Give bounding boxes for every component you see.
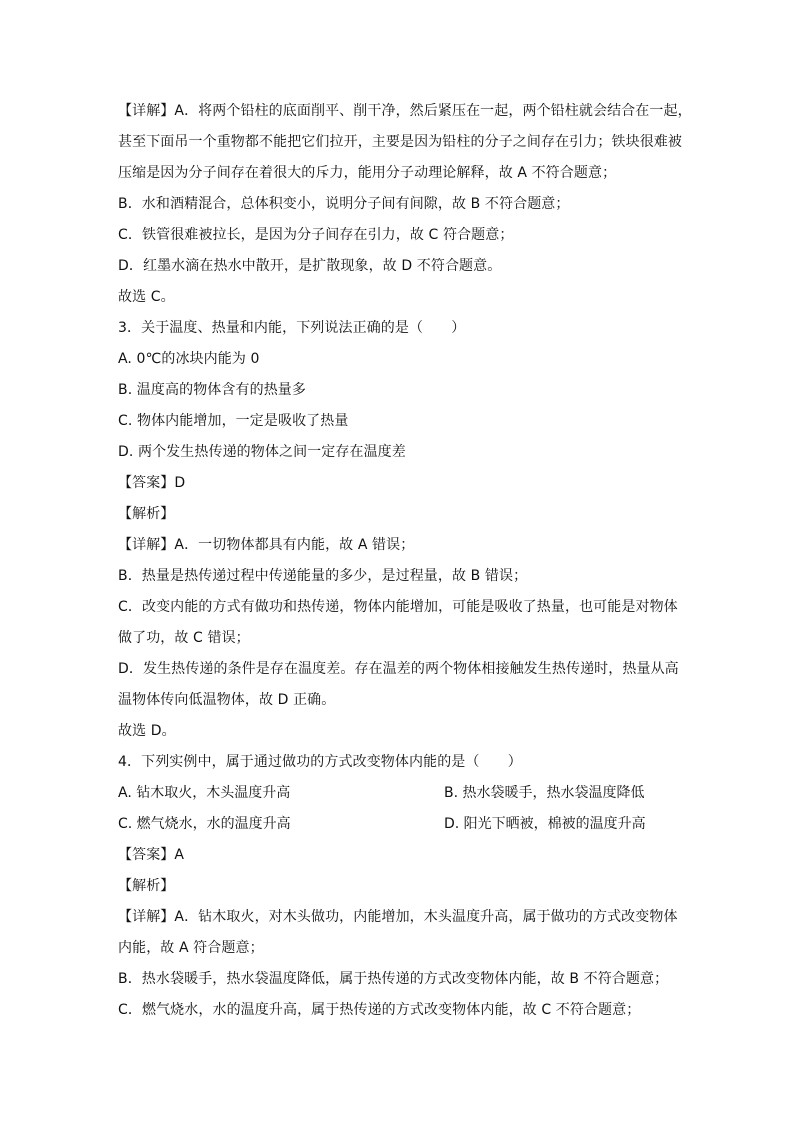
text-line: 内能，故 A 符合题意； [118, 940, 264, 956]
question-3-option-b: B. 温度高的物体含有的热量多 [118, 382, 307, 398]
text-line: 甚至下面吊一个重物都不能把它们拉开，主要是因为铅柱的分子之间存在引力；铁块很难被 [118, 134, 682, 150]
explanation-q4-b: B．热水袋暖手，热水袋温度降低，属于热传递的方式改变物体内能，故 B 不符合题意； [118, 971, 669, 987]
explanation-q2-b: B．水和酒精混合，总体积变小，说明分子间有间隙，故 B 不符合题意； [118, 196, 570, 212]
question-4-answer: 【答案】A [118, 847, 185, 863]
explanation-q3-a: 【详解】A．一切物体都具有内能，故 A 错误； [118, 537, 415, 553]
conclusion-q3: 故选 D。 [118, 723, 176, 739]
text-line: 【详解】A．钻木取火，对木头做功，内能增加，木头温度升高，属于做功的方式改变物体 [118, 909, 678, 925]
explanation-q3-c [118, 592, 678, 654]
conclusion-q2: 故选 C。 [118, 289, 175, 305]
explanation-q4-c: C．燃气烧水，水的温度升高，属于热传递的方式改变物体内能，故 C 不符合题意； [118, 1002, 641, 1018]
text-line: D．发生热传递的条件是存在温度差。存在温差的两个物体相接触发生热传递时，热量从高 [118, 661, 679, 677]
question-3-analysis-label: 【解析】 [118, 506, 175, 522]
text-line: 【详解】A．将两个铅柱的底面削平、削干净，然后紧压在一起，两个铅柱就会结合在一起， [118, 103, 692, 119]
explanation-q2-c: C．铁管很难被拉长，是因为分子间存在引力，故 C 符合题意； [118, 227, 514, 243]
document-page [118, 96, 692, 1026]
text-line: 做了功，故 C 错误； [118, 630, 250, 646]
question-4-options-row-2 [118, 809, 678, 840]
question-4-option-b: B. 热水袋暖手，热水袋温度降低 [444, 785, 645, 801]
explanation-q3-b: B．热量是热传递过程中传递能量的多少，是过程量，故 B 错误； [118, 568, 528, 584]
question-3-stem: 3．关于温度、热量和内能，下列说法正确的是（ ） [118, 320, 466, 336]
explanation-q4-a [118, 902, 678, 964]
question-3-option-d: D. 两个发生热传递的物体之间一定存在温度差 [118, 444, 406, 460]
text-line: 温物体传向低温物体，故 D 正确。 [118, 692, 336, 708]
question-3-option-a: A. 0℃的冰块内能为 0 [118, 351, 260, 367]
question-4-options-row-1 [118, 778, 678, 809]
explanation-q3-d [118, 654, 678, 716]
question-3-option-c: C. 物体内能增加，一定是吸收了热量 [118, 413, 349, 429]
question-4-analysis-label: 【解析】 [118, 878, 175, 894]
question-4-option-a: A. 钻木取火，木头温度升高 [118, 785, 291, 801]
question-3-answer: 【答案】D [118, 475, 186, 491]
explanation-q2-a [118, 96, 692, 189]
question-4-option-d: D. 阳光下晒被，棉被的温度升高 [444, 816, 646, 832]
question-4-option-c: C. 燃气烧水，水的温度升高 [118, 816, 291, 832]
explanation-q2-d: D．红墨水滴在热水中散开，是扩散现象，故 D 不符合题意。 [118, 258, 502, 274]
question-4-stem: 4．下列实例中，属于通过做功的方式改变物体内能的是（ ） [118, 754, 522, 770]
text-line: C．改变内能的方式有做功和热传递，物体内能增加，可能是吸收了热量，也可能是对物体 [118, 599, 678, 615]
text-line: 压缩是因为分子间存在着很大的斥力，能用分子动理论解释，故 A 不符合题意； [118, 165, 617, 181]
